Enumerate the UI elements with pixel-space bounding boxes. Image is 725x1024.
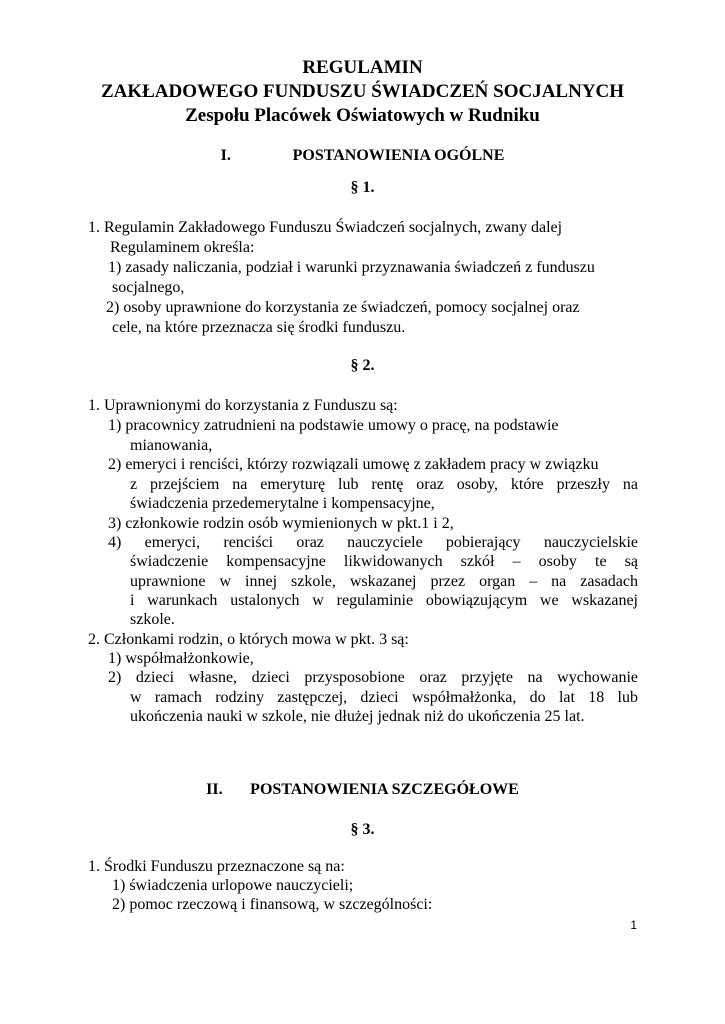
text-line: w ramach rodziny zastępczej, dzieci współmałżonka, do lat 18 lub	[130, 689, 638, 706]
section-label: POSTANOWIENIA SZCZEGÓŁOWE	[250, 781, 519, 798]
text-line: 1. Środki Funduszu przeznaczone są na:	[88, 858, 345, 875]
text-line: 4) emeryci, renciści oraz nauczyciele pobierający nauczycielskie	[108, 534, 638, 551]
section-label: POSTANOWIENIA OGÓLNE	[292, 147, 505, 164]
text-line: 2) pomoc rzeczową i finansową, w szczególności:	[112, 896, 433, 913]
text-line: 3) członkowie rodzin osób wymienionych w pkt.1 i 2,	[108, 515, 454, 532]
text-line: 1. Uprawnionymi do korzystania z Funduszu są:	[88, 397, 398, 414]
text-line: 1) pracownicy zatrudnieni na podstawie umowy o pracę, na podstawie	[108, 417, 559, 434]
text-line: 2. Członkami rodzin, o których mowa w pkt. 3 są:	[88, 631, 409, 648]
text-line: uprawnione w innej szkole, wskazanej przez organ – na zasadach	[130, 573, 638, 590]
page-number: 1	[630, 918, 637, 932]
text-line: 2) dzieci własne, dzieci przysposobione oraz przyjęte na wychowanie	[108, 669, 638, 686]
text-line: i warunkach ustalonych w regulaminie obowiązującym we wskazanej	[130, 592, 638, 609]
text-line: szkole.	[130, 611, 175, 628]
section-number: I.	[220, 147, 231, 164]
text-line: 1) współmałżonkowie,	[108, 650, 254, 667]
text-line: 1) świadczenia urlopowe nauczycieli;	[112, 877, 354, 894]
section-heading-1	[0, 146, 725, 166]
text-line: 2) osoby uprawnione do korzystania ze świadczeń, pomocy socjalnej oraz	[106, 299, 580, 316]
text-line: świadczenie kompensacyjne likwidowanych szkół – osoby te są	[130, 553, 638, 570]
paragraph-mark-2: § 2.	[350, 357, 375, 374]
text-line: socjalnego,	[112, 279, 185, 296]
title-line-2: ZAKŁADOWEGO FUNDUSZU ŚWIADCZEŃ SOCJALNYCH	[100, 81, 625, 102]
text-line: 1. Regulamin Zakładowego Funduszu Świadczeń socjalnych, zwany dalej	[88, 219, 563, 236]
text-line: ukończenia nauki w szkole, nie dłużej jednak niż do ukończenia 25 lat.	[130, 708, 585, 725]
text-line: z przejściem na emeryturę lub rentę oraz osoby, które przeszły na	[130, 476, 638, 493]
section-number: II.	[206, 781, 223, 798]
paragraph-mark-3: § 3.	[350, 821, 375, 838]
title-line-3: Zespołu Placówek Oświatowych w Rudniku	[185, 105, 540, 126]
text-line: Regulaminem określa:	[110, 239, 255, 256]
text-line: mianowania,	[130, 437, 213, 454]
text-line: 2) emeryci i renciści, którzy rozwiązali umowę z zakładem pracy w związku	[108, 456, 599, 473]
document-title	[0, 56, 725, 128]
text-line: 1) zasady naliczania, podział i warunki przyznawania świadczeń z funduszu	[108, 259, 595, 276]
text-line: świadczenia przedemerytalne i kompensacyjne,	[130, 495, 435, 512]
text-line: cele, na które przeznacza się środki funduszu.	[112, 319, 406, 336]
paragraph-mark-1: § 1.	[350, 179, 375, 196]
title-line-1: REGULAMIN	[302, 57, 423, 78]
section-heading-2	[0, 780, 725, 800]
